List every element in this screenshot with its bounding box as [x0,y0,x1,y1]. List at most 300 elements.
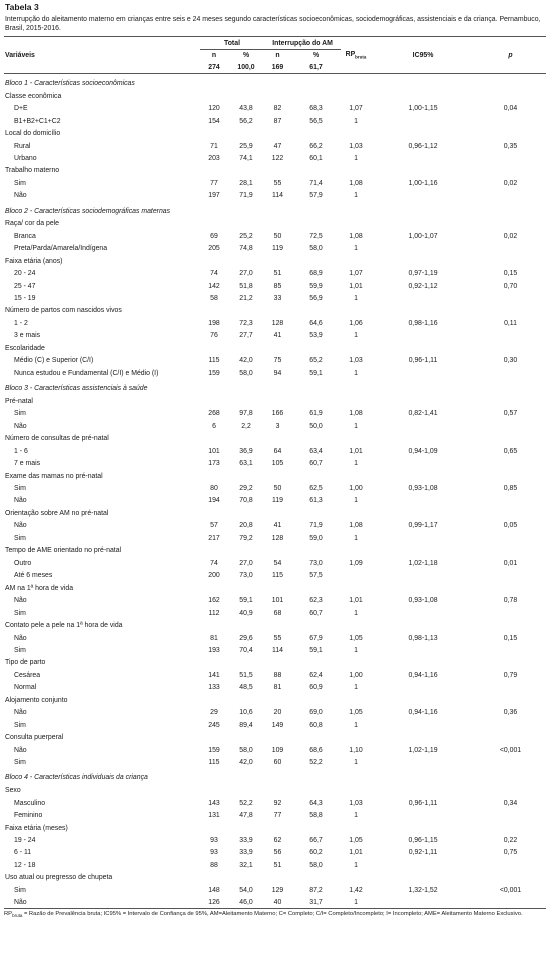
total-n-cell: 74 [210,270,218,278]
table-caption: Interrupção do aleitamento materno em crianças entre seis e 24 meses segundo características socioeconômicas, sociodemográficas, assistenciais e da criança. Pernambuco, Brasil, 2015-2016. [5,16,541,33]
p-cell: <0,001 [499,886,522,894]
variable-name: Uso atual ou pregresso de chupeta [5,874,113,882]
p-cell: <0,001 [499,746,522,754]
rp-cell: 1,05 [349,837,363,845]
table-row [4,230,546,242]
table-row [4,268,546,280]
int-pct-cell: 67,9 [309,634,323,642]
total-n-cell: 203 [208,154,220,162]
total-pct-cell: 29,2 [239,485,253,493]
p-cell: 0,65 [503,447,518,455]
variable-name: Tipo de parto [5,659,46,667]
ic-cell [371,420,475,432]
ic-cell: 0,94-1,16 [408,709,438,717]
total-n-cell: 126 [200,896,228,908]
total-n-cell: 194 [208,497,220,505]
rp-cell: 1 [354,459,358,467]
variable-name: Contato pele a pele na 1ª hora de vida [5,622,123,630]
int-pct-cell: 57,9 [309,192,323,200]
category-label: Nunca estudou e Fundamental (C/I) e Médio (I) [14,369,159,377]
total-pct-cell: 42,0 [239,759,253,767]
int-n-cell: 166 [271,410,284,418]
p-cell [475,115,546,127]
p-cell: 0,34 [503,799,518,807]
int-pct-cell: 68,3 [309,105,323,113]
int-n-cell: 81 [273,684,282,692]
variable-row [4,694,546,707]
category-label: Não [14,597,27,605]
total-n-cell: 217 [208,534,220,542]
total-pct-cell: 63,1 [239,459,253,467]
p-cell: 0,30 [503,357,518,365]
variable-name: Tempo de AME orientado no pré-natal [5,547,122,555]
int-pct-cell: 87,2 [309,886,323,894]
total-pct-cell: 72,3 [239,319,253,327]
ic-cell [371,243,475,255]
ic-cell: 0,92-1,12 [408,282,438,290]
total-pct-cell: 42,0 [239,357,253,365]
table-row [4,243,546,255]
p-cell [475,809,546,821]
variable-row [4,305,546,318]
rp-cell: 1,01 [349,447,363,455]
int-n-cell: 87 [273,117,282,125]
category-label: Não [14,634,27,642]
p-cell: 0,05 [503,522,518,530]
ic-cell: 0,93-1,08 [408,485,438,493]
rp-cell: 1 [354,759,358,767]
block-title: Bloco 2 - Características sociodemográficas maternas [5,207,171,215]
variable-row [4,871,546,884]
int-pct-cell: 69,0 [309,709,323,717]
total-pct-cell: 33,9 [239,837,253,845]
total-n-cell: 268 [208,410,220,418]
ic-cell [371,756,475,768]
int-n-cell: 101 [271,597,284,605]
total-n-cell: 173 [208,459,220,467]
int-n-cell: 50 [273,485,282,493]
variable-row [4,127,546,140]
total-n-cell: 6 [212,422,216,430]
int-pct-cell: 68,6 [309,746,323,754]
variable-name: Número de consultas de pré-natal [5,435,109,443]
header-total-n: n [211,52,217,60]
total-n-cell: 143 [208,799,220,807]
variable-name: Sexo [5,787,21,795]
table-row [4,595,546,607]
int-n-cell: 119 [272,245,284,253]
category-label: Outro [14,559,32,567]
rp-cell: 1 [354,684,358,692]
ic-cell [371,569,475,581]
table-row [4,859,546,871]
int-n-cell: 60 [273,759,282,767]
ic-cell: 1,00-1,15 [408,105,438,113]
table-row [4,896,546,908]
variable-row [4,165,546,178]
int-pct-cell: 61,9 [309,410,323,418]
category-label: Cesárea [14,672,41,679]
table-row [4,809,546,821]
rp-cell: 1,08 [349,410,363,418]
table-row [4,280,546,292]
category-label: 1 - 2 [14,319,28,327]
table-row [4,292,546,304]
p-cell: 0,70 [503,282,518,290]
table-row [4,607,546,619]
int-pct-cell: 73,0 [309,559,323,567]
table-row [4,797,546,809]
header-total: Total [200,37,264,49]
table-row [4,457,546,469]
p-cell [475,152,546,164]
rp-cell: 1,01 [349,849,363,857]
category-label: 15 - 19 [14,294,36,302]
ic-cell [371,644,475,656]
ic-cell: 0,96-1,15 [408,837,438,845]
int-pct-cell: 50,0 [309,422,323,430]
total-n-cell: 112 [208,609,220,617]
total-pct-cell: 97,8 [239,410,253,418]
table-row [4,317,546,329]
rp-cell: 1,00 [349,672,363,679]
total-n-cell: 29 [210,709,218,717]
total-n-cell: 148 [208,886,220,894]
rp-cell: 1 [354,294,358,302]
int-n-cell: 105 [271,459,284,467]
rp-cell: 1 [354,117,358,125]
int-pct-cell: 56,5 [309,117,323,125]
p-cell: 0,85 [503,485,518,493]
int-pct-cell: 66,2 [309,142,323,150]
table-label: Tabela 3 [5,2,39,12]
category-label: Não [14,422,27,430]
total-pct-cell: 89,4 [239,721,253,729]
total-pct-cell: 28,1 [239,180,253,188]
total-pct-cell: 58,0 [239,369,253,377]
table-row [4,632,546,644]
total-n-cell: 120 [208,105,220,113]
int-n-cell: 40 [264,896,291,908]
variable-name: Número de partos com nascidos vivos [5,307,122,315]
ic-cell [371,457,475,469]
total-n-cell: 101 [208,447,220,455]
category-label: Não [4,896,200,908]
int-pct-cell: 58,0 [309,245,323,253]
total-pct-cell: 58,0 [239,746,253,754]
int-pct-cell: 66,7 [309,837,323,845]
int-n-cell: 20 [273,709,282,717]
int-n-cell: 41 [273,522,282,530]
ic-cell: 0,93-1,08 [408,597,438,605]
p-cell [475,367,546,379]
p-cell: 0,78 [503,597,518,605]
int-n-cell: 94 [273,369,282,377]
total-pct-cell: 46,0 [228,896,264,908]
total-pct-cell: 74,8 [239,245,253,253]
int-pct-cell: 71,9 [309,522,323,530]
ic-cell: 1,00-1,16 [408,180,438,188]
total-pct-cell: 33,9 [239,849,253,857]
ic-cell: 0,99-1,17 [408,522,438,530]
ic-cell: 1,02-1,18 [408,559,438,567]
rp-cell: 1 [354,811,358,819]
table-row [4,495,546,507]
total-n-cell: 74 [210,559,218,567]
table-row [4,669,546,681]
int-pct-cell: 57,5 [309,572,323,580]
total-pct-cell: 25,2 [239,232,253,240]
p-cell: 0,04 [503,105,518,113]
total-n-cell: 77 [210,180,218,188]
int-pct-cell: 31,7 [291,896,341,908]
category-label: 19 - 24 [14,837,36,845]
ic-cell [371,292,475,304]
total-pct-cell: 52,2 [239,799,253,807]
variable-name: Alojamento conjunto [5,696,68,704]
category-label: Sim [14,534,26,542]
p-cell [475,607,546,619]
int-n-cell: 114 [272,646,284,654]
total-pct-cell: 71,9 [239,192,253,200]
rp-cell: 1,08 [349,180,363,188]
total-pct-cell: 20,8 [239,522,253,530]
total-pct-cell: 70,8 [239,497,253,505]
total-n-cell: 193 [208,646,220,654]
ic-cell [371,682,475,694]
table-row [4,847,546,859]
ic-cell: 1,02-1,19 [408,746,438,754]
total-n: 274 [200,62,228,74]
total-pct-cell: 21,2 [239,294,253,302]
total-pct-cell: 43,8 [239,105,253,113]
table-row [4,682,546,694]
category-label: D+E [14,105,28,113]
p-cell: 0,15 [503,634,518,642]
int-pct-cell: 61,3 [309,497,323,505]
table-row [4,140,546,152]
variable-name: Escolaridade [5,344,45,352]
rp-cell: 1,06 [349,319,363,327]
p-cell: 0,22 [503,837,518,845]
total-pct-cell: 29,6 [239,634,253,642]
p-cell [475,457,546,469]
ic-cell: 0,97-1,19 [408,270,438,278]
ic-cell [371,152,475,164]
variable-name: Exame das mamas no pré-natal [5,472,103,480]
rp-cell: 1,10 [349,746,363,754]
int-n-cell: 33 [273,294,282,302]
variable-name: Raça/ cor da pele [5,220,60,228]
total-pct-cell: 10,6 [239,709,253,717]
block-title: Bloco 3 - Características assistenciais à saúde [5,385,148,393]
int-n-cell: 75 [273,357,282,365]
header-row-groups [4,37,546,49]
header-total-pct: % [242,52,250,60]
totals-row [4,62,546,74]
total-n-cell: 205 [208,245,220,253]
rp-cell: 1 [354,861,358,869]
int-pct-cell: 56,9 [309,294,323,302]
rp-cell: 1,03 [349,142,363,150]
rp-cell: 1,01 [349,597,363,605]
table-row [4,707,546,719]
p-cell [475,532,546,544]
category-label: 1 - 6 [14,447,28,455]
int-n-cell: 64 [273,447,282,455]
category-label: Não [14,192,27,200]
ic-cell [371,896,475,908]
total-pct-cell: 40,9 [239,609,253,617]
total-n-cell: 93 [210,849,218,857]
variable-name: Consulta puerperal [5,734,64,742]
rp-cell: 1,00 [349,485,363,493]
total-pct-cell: 73,0 [239,572,253,580]
int-pct-cell: 71,4 [309,180,323,188]
p-cell: 0,79 [503,672,518,679]
int-pct-cell: 60,7 [309,459,323,467]
variable-row [4,731,546,744]
variable-row [4,822,546,835]
rp-cell: 1 [341,896,371,908]
total-n-cell: 71 [210,142,218,150]
rp-cell: 1 [354,497,358,505]
ic-cell [371,719,475,731]
header-empty [4,37,200,49]
total-n-cell: 58 [210,294,218,302]
variable-row [4,657,546,670]
total-pct-cell: 36,9 [239,447,253,455]
header-int-n: n [275,52,280,60]
int-n-cell: 85 [273,282,282,290]
p-cell [475,330,546,342]
p-cell: 0,57 [503,410,518,418]
total-n-cell: 245 [208,721,220,729]
int-n-cell: 129 [271,886,284,894]
ic-cell: 1,32-1,52 [408,886,438,894]
category-label: Urbano [14,154,37,162]
rp-cell: 1,05 [349,709,363,717]
table-row [4,152,546,164]
rp-cell: 1 [354,245,358,253]
variable-row [4,255,546,268]
rp-cell: 1 [354,646,358,654]
ic-cell: 0,98-1,16 [408,319,438,327]
category-label: Masculino [14,799,46,807]
header-variables: Variáveis [5,51,35,59]
footnote: $RP_{bruta}$ = Razão de Prevalência bruta; IC95% = Intervalo de Confiança de 95%, AM=Aleitamento Materno; C= Completo; C/I= Completo/Incompleto; I= Incompleto; AME= Aleitamento Materno Exclusivo. [4,911,523,919]
category-label: Sim [14,609,26,617]
total-n-cell: 88 [210,861,218,869]
rp-cell: 1,01 [349,282,363,290]
block-title-row [4,379,546,395]
rp-cell: 1,07 [349,105,363,113]
p-cell [475,644,546,656]
int-pct-cell: 60,7 [309,609,323,617]
variable-row [4,784,546,797]
int-pct-cell: 65,2 [309,357,323,365]
total-n-cell: 115 [208,759,220,767]
total-n-cell: 197 [208,192,220,200]
ic-cell [371,330,475,342]
total-n-cell: 80 [210,485,218,493]
p-cell [475,569,546,581]
int-n-cell: 56 [273,849,282,857]
table-body [4,74,546,909]
int-n-cell: 55 [273,180,282,188]
ic-cell: 0,98-1,13 [408,634,438,642]
category-label: 20 - 24 [14,270,36,278]
int-n-cell: 109 [271,746,284,754]
total-n-cell: 162 [208,597,220,605]
category-label: Sim [14,646,26,654]
variable-row [4,544,546,557]
int-pct-cell: 60,1 [309,154,323,162]
table-row [4,756,546,768]
category-label: Rural [14,142,31,150]
total-pct-cell: 54,0 [239,886,253,894]
int-n-cell: 68 [273,609,282,617]
rp-cell: 1 [354,609,358,617]
rp-cell: 1 [354,534,358,542]
int-pct-cell: 52,2 [309,759,323,767]
int-n-cell: 47 [273,142,282,150]
int-pct-cell: 59,0 [309,534,323,542]
int-n-cell: 55 [273,634,282,642]
variable-row [4,395,546,408]
total-pct-cell: 27,0 [239,559,253,567]
int-pct-cell: 64,6 [309,319,323,327]
int-n-cell: 54 [273,559,282,567]
total-n-cell: 159 [208,369,220,377]
header-row-columns [4,49,546,61]
category-label: Sim [14,180,26,188]
table-row [4,355,546,367]
table-row [4,103,546,115]
table-row [4,420,546,432]
table-row [4,115,546,127]
category-label: Não [14,746,27,754]
p-cell [475,495,546,507]
total-n-cell: 198 [208,319,220,327]
p-cell: 0,75 [503,849,518,857]
total-n-cell: 154 [208,117,220,125]
ic-cell: 0,82-1,41 [408,410,438,418]
ic-cell [371,532,475,544]
table-row [4,569,546,581]
int-pct-cell: 64,3 [309,799,323,807]
table-row [4,834,546,846]
rp-cell: 1 [354,369,358,377]
total-n-cell: 115 [208,357,220,365]
ic-cell [371,190,475,202]
table-row [4,330,546,342]
total-n-cell: 81 [210,634,218,642]
category-label: Sim [14,886,26,894]
header-int-pct: % [312,52,320,60]
table-row [4,408,546,420]
int-n-cell: 82 [273,105,282,113]
table-row [4,557,546,569]
rp-cell: 1,05 [349,634,363,642]
p-cell [475,292,546,304]
block-title-row [4,74,546,90]
total-n-cell: 69 [210,232,218,240]
int-n-cell: 51 [273,861,282,869]
total-n-cell: 159 [208,746,220,754]
p-cell: 0,11 [504,319,517,327]
category-label: Sim [14,485,26,493]
